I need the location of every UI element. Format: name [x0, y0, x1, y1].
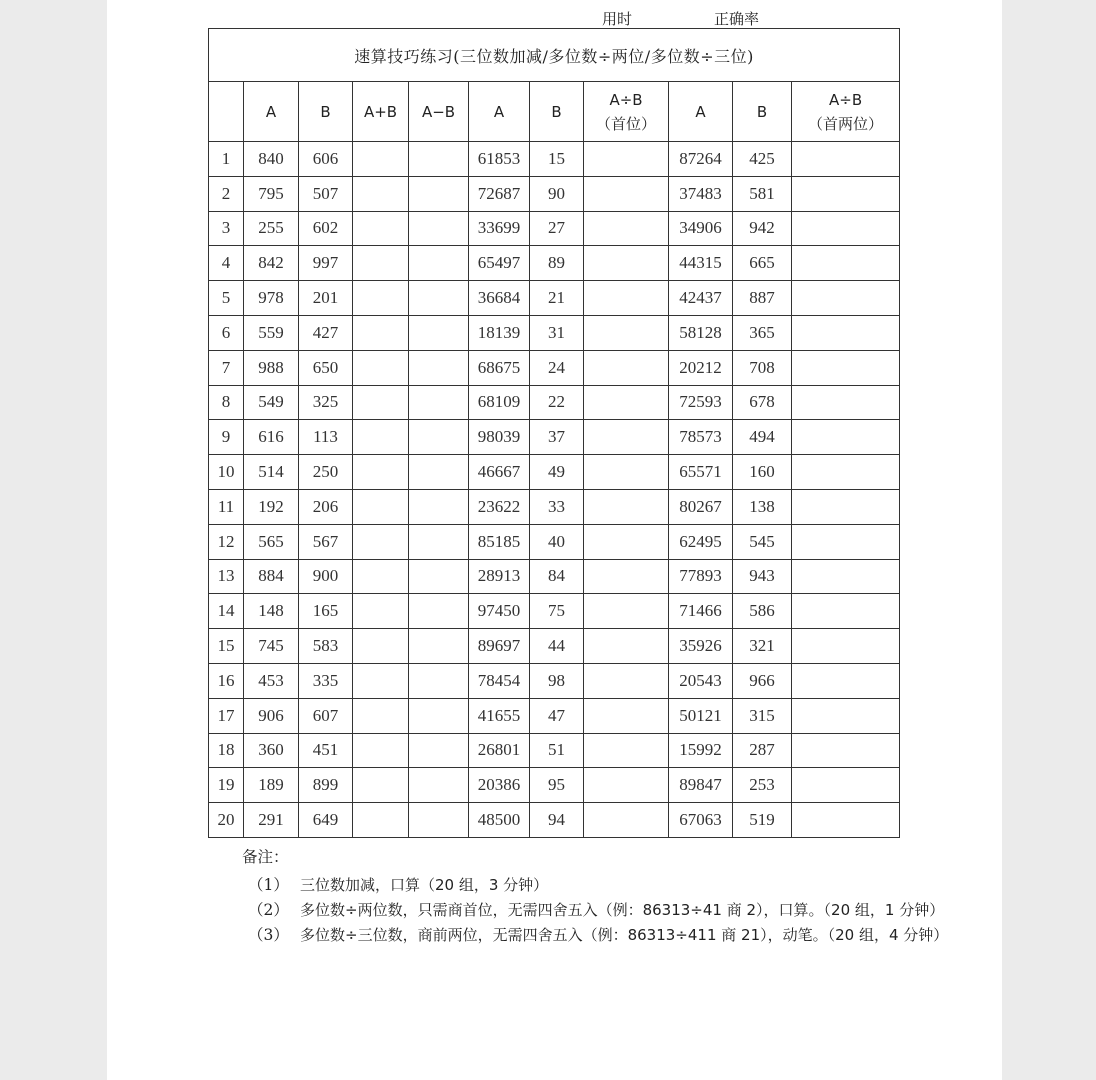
note-item	[248, 898, 945, 922]
notes-section	[242, 845, 949, 947]
answer-sum[interactable]	[353, 281, 409, 316]
cell-a3: 62495	[669, 524, 733, 559]
answer-diff[interactable]	[409, 489, 469, 524]
answer-div3[interactable]	[792, 455, 900, 490]
answer-div2[interactable]	[584, 281, 669, 316]
cell-a1: 148	[244, 594, 299, 629]
header-div3-sub: （首两位）	[808, 114, 884, 133]
answer-sum[interactable]	[353, 663, 409, 698]
answer-sum[interactable]	[353, 768, 409, 803]
cell-a3: 44315	[669, 246, 733, 281]
answer-div2[interactable]	[584, 385, 669, 420]
cell-a2: 72687	[469, 176, 530, 211]
answer-diff[interactable]	[409, 281, 469, 316]
answer-div3[interactable]	[792, 733, 900, 768]
cell-b3: 365	[733, 315, 792, 350]
cell-b3: 321	[733, 629, 792, 664]
cell-a2: 78454	[469, 663, 530, 698]
cell-a2: 36684	[469, 281, 530, 316]
row-number: 7	[209, 350, 244, 385]
answer-diff[interactable]	[409, 663, 469, 698]
cell-b3: 138	[733, 489, 792, 524]
cell-a3: 71466	[669, 594, 733, 629]
cell-b2: 84	[530, 559, 584, 594]
cell-a2: 85185	[469, 524, 530, 559]
answer-div3[interactable]	[792, 803, 900, 838]
answer-div2[interactable]	[584, 803, 669, 838]
answer-div2[interactable]	[584, 350, 669, 385]
cell-a1: 616	[244, 420, 299, 455]
header-diff: A−B	[409, 82, 469, 142]
row-number: 11	[209, 489, 244, 524]
cell-b3: 425	[733, 142, 792, 177]
note-number: （3）	[248, 926, 289, 944]
cell-a2: 68675	[469, 350, 530, 385]
cell-b1: 650	[299, 350, 353, 385]
cell-b1: 165	[299, 594, 353, 629]
cell-b2: 75	[530, 594, 584, 629]
cell-b1: 606	[299, 142, 353, 177]
row-number: 6	[209, 315, 244, 350]
answer-div2[interactable]	[584, 733, 669, 768]
answer-div3[interactable]	[792, 315, 900, 350]
row-number: 18	[209, 733, 244, 768]
cell-b2: 90	[530, 176, 584, 211]
cell-a2: 26801	[469, 733, 530, 768]
cell-a1: 255	[244, 211, 299, 246]
cell-b1: 427	[299, 315, 353, 350]
cell-b2: 44	[530, 629, 584, 664]
cell-a3: 72593	[669, 385, 733, 420]
table-row	[209, 281, 900, 316]
cell-b2: 95	[530, 768, 584, 803]
row-number: 3	[209, 211, 244, 246]
answer-div3[interactable]	[792, 559, 900, 594]
cell-a1: 842	[244, 246, 299, 281]
answer-sum[interactable]	[353, 350, 409, 385]
cell-b3: 943	[733, 559, 792, 594]
answer-sum[interactable]	[353, 315, 409, 350]
cell-a1: 565	[244, 524, 299, 559]
header-a1: A	[244, 82, 299, 142]
answer-sum[interactable]	[353, 176, 409, 211]
table-row	[209, 420, 900, 455]
accuracy-blank	[759, 14, 829, 29]
answer-div3[interactable]	[792, 385, 900, 420]
answer-sum[interactable]	[353, 142, 409, 177]
row-number: 1	[209, 142, 244, 177]
header-sum: A+B	[353, 82, 409, 142]
row-number: 14	[209, 594, 244, 629]
answer-sum[interactable]	[353, 698, 409, 733]
cell-b2: 31	[530, 315, 584, 350]
answer-sum[interactable]	[353, 594, 409, 629]
table-row	[209, 524, 900, 559]
header-b1: B	[299, 82, 353, 142]
notes-title: 备注：	[242, 848, 289, 866]
answer-sum[interactable]	[353, 629, 409, 664]
cell-b1: 567	[299, 524, 353, 559]
table-title: 速算技巧练习(三位数加减/多位数÷两位/多位数÷三位)	[209, 29, 900, 82]
answer-div3[interactable]	[792, 594, 900, 629]
row-number: 10	[209, 455, 244, 490]
answer-sum[interactable]	[353, 559, 409, 594]
answer-div2[interactable]	[584, 559, 669, 594]
answer-div3[interactable]	[792, 211, 900, 246]
table-row	[209, 455, 900, 490]
answer-sum[interactable]	[353, 385, 409, 420]
header-div2	[584, 82, 669, 142]
cell-a1: 189	[244, 768, 299, 803]
cell-a1: 988	[244, 350, 299, 385]
answer-div3[interactable]	[792, 629, 900, 664]
cell-b1: 649	[299, 803, 353, 838]
header-b2: B	[530, 82, 584, 142]
answer-div2[interactable]	[584, 629, 669, 664]
cell-a2: 48500	[469, 803, 530, 838]
cell-a1: 514	[244, 455, 299, 490]
cell-a2: 68109	[469, 385, 530, 420]
answer-diff[interactable]	[409, 524, 469, 559]
cell-b1: 451	[299, 733, 353, 768]
answer-div2[interactable]	[584, 211, 669, 246]
note-text: 三位数加减，口算（20 组，3 分钟）	[300, 876, 549, 894]
cell-a3: 58128	[669, 315, 733, 350]
cell-a3: 78573	[669, 420, 733, 455]
cell-a2: 28913	[469, 559, 530, 594]
table-row	[209, 142, 900, 177]
cell-b3: 315	[733, 698, 792, 733]
answer-div3[interactable]	[792, 420, 900, 455]
note-item	[248, 873, 942, 897]
answer-sum[interactable]	[353, 420, 409, 455]
cell-a2: 97450	[469, 594, 530, 629]
time-blank	[632, 14, 694, 29]
cell-a1: 795	[244, 176, 299, 211]
cell-a3: 77893	[669, 559, 733, 594]
table-row	[209, 315, 900, 350]
cell-b3: 708	[733, 350, 792, 385]
answer-diff[interactable]	[409, 559, 469, 594]
cell-a2: 33699	[469, 211, 530, 246]
cell-a3: 34906	[669, 211, 733, 246]
answer-diff[interactable]	[409, 211, 469, 246]
cell-b2: 47	[530, 698, 584, 733]
cell-a3: 80267	[669, 489, 733, 524]
cell-a2: 61853	[469, 142, 530, 177]
answer-diff[interactable]	[409, 733, 469, 768]
cell-b2: 27	[530, 211, 584, 246]
note-text: 多位数÷三位数，商前两位，无需四舍五入（例：86313÷411 商 21），动笔。（20 组，4 分钟）	[300, 926, 949, 944]
table-row	[209, 489, 900, 524]
table-row	[209, 559, 900, 594]
cell-a1: 453	[244, 663, 299, 698]
answer-div2[interactable]	[584, 176, 669, 211]
answer-div3[interactable]	[792, 176, 900, 211]
note-item	[248, 923, 949, 947]
table-row	[209, 803, 900, 838]
answer-diff[interactable]	[409, 698, 469, 733]
cell-b3: 581	[733, 176, 792, 211]
header-fields	[602, 8, 962, 29]
answer-diff[interactable]	[409, 420, 469, 455]
answer-div2[interactable]	[584, 142, 669, 177]
table-row	[209, 698, 900, 733]
cell-b1: 583	[299, 629, 353, 664]
answer-diff[interactable]	[409, 768, 469, 803]
cell-b3: 519	[733, 803, 792, 838]
answer-div2[interactable]	[584, 524, 669, 559]
cell-a2: 46667	[469, 455, 530, 490]
cell-a1: 549	[244, 385, 299, 420]
answer-div3[interactable]	[792, 768, 900, 803]
answer-diff[interactable]	[409, 803, 469, 838]
cell-b3: 253	[733, 768, 792, 803]
answer-sum[interactable]	[353, 524, 409, 559]
row-number: 19	[209, 768, 244, 803]
cell-b2: 49	[530, 455, 584, 490]
cell-b1: 997	[299, 246, 353, 281]
answer-div3[interactable]	[792, 663, 900, 698]
answer-diff[interactable]	[409, 315, 469, 350]
answer-div2[interactable]	[584, 315, 669, 350]
cell-b2: 51	[530, 733, 584, 768]
cell-b1: 325	[299, 385, 353, 420]
cell-a1: 745	[244, 629, 299, 664]
header-a2: A	[469, 82, 530, 142]
answer-div2[interactable]	[584, 768, 669, 803]
cell-a2: 41655	[469, 698, 530, 733]
answer-div2[interactable]	[584, 594, 669, 629]
accuracy-field	[714, 8, 829, 29]
row-number: 13	[209, 559, 244, 594]
table-row	[209, 211, 900, 246]
answer-div3[interactable]	[792, 489, 900, 524]
answer-sum[interactable]	[353, 803, 409, 838]
cell-a2: 20386	[469, 768, 530, 803]
cell-a3: 89847	[669, 768, 733, 803]
row-number: 15	[209, 629, 244, 664]
cell-b1: 900	[299, 559, 353, 594]
time-label: 用时	[602, 10, 633, 28]
cell-b2: 94	[530, 803, 584, 838]
cell-b3: 586	[733, 594, 792, 629]
cell-a3: 20543	[669, 663, 733, 698]
cell-a1: 360	[244, 733, 299, 768]
cell-b3: 966	[733, 663, 792, 698]
answer-div2[interactable]	[584, 455, 669, 490]
cell-b2: 22	[530, 385, 584, 420]
cell-a1: 192	[244, 489, 299, 524]
table-row	[209, 768, 900, 803]
table-row	[209, 176, 900, 211]
answer-sum[interactable]	[353, 246, 409, 281]
cell-b1: 250	[299, 455, 353, 490]
cell-a3: 37483	[669, 176, 733, 211]
cell-b1: 201	[299, 281, 353, 316]
header-div2-label: A÷B	[609, 90, 643, 109]
cell-b1: 899	[299, 768, 353, 803]
table-row	[209, 385, 900, 420]
cell-a2: 65497	[469, 246, 530, 281]
cell-a3: 87264	[669, 142, 733, 177]
cell-a3: 65571	[669, 455, 733, 490]
practice-table	[208, 28, 900, 838]
cell-b2: 24	[530, 350, 584, 385]
cell-a1: 559	[244, 315, 299, 350]
header-a3: A	[669, 82, 733, 142]
answer-diff[interactable]	[409, 176, 469, 211]
header-div3-label: A÷B	[829, 90, 863, 109]
cell-b3: 942	[733, 211, 792, 246]
header-div3	[792, 82, 900, 142]
answer-div2[interactable]	[584, 698, 669, 733]
cell-a1: 291	[244, 803, 299, 838]
answer-div3[interactable]	[792, 524, 900, 559]
answer-diff[interactable]	[409, 455, 469, 490]
row-number: 20	[209, 803, 244, 838]
cell-a3: 50121	[669, 698, 733, 733]
cell-b2: 37	[530, 420, 584, 455]
row-number: 8	[209, 385, 244, 420]
cell-a3: 42437	[669, 281, 733, 316]
answer-div3[interactable]	[792, 281, 900, 316]
header-div2-sub: （首位）	[595, 114, 656, 133]
cell-b2: 98	[530, 663, 584, 698]
answer-diff[interactable]	[409, 629, 469, 664]
cell-b1: 335	[299, 663, 353, 698]
cell-b3: 665	[733, 246, 792, 281]
row-number: 5	[209, 281, 244, 316]
cell-a3: 20212	[669, 350, 733, 385]
answer-div2[interactable]	[584, 489, 669, 524]
answer-div3[interactable]	[792, 698, 900, 733]
answer-sum[interactable]	[353, 455, 409, 490]
row-number: 4	[209, 246, 244, 281]
answer-diff[interactable]	[409, 350, 469, 385]
header-index	[209, 82, 244, 142]
cell-b2: 21	[530, 281, 584, 316]
cell-b2: 40	[530, 524, 584, 559]
table-row	[209, 594, 900, 629]
note-number: （1）	[248, 876, 289, 894]
answer-div2[interactable]	[584, 246, 669, 281]
cell-a1: 840	[244, 142, 299, 177]
table-row	[209, 629, 900, 664]
header-row	[209, 82, 900, 142]
cell-b1: 607	[299, 698, 353, 733]
row-number: 16	[209, 663, 244, 698]
cell-b2: 89	[530, 246, 584, 281]
answer-div2[interactable]	[584, 420, 669, 455]
answer-div2[interactable]	[584, 663, 669, 698]
answer-sum[interactable]	[353, 211, 409, 246]
cell-b2: 15	[530, 142, 584, 177]
accuracy-label: 正确率	[714, 10, 760, 28]
cell-a1: 978	[244, 281, 299, 316]
answer-diff[interactable]	[409, 246, 469, 281]
cell-a3: 15992	[669, 733, 733, 768]
cell-b3: 678	[733, 385, 792, 420]
answer-div3[interactable]	[792, 246, 900, 281]
cell-a2: 18139	[469, 315, 530, 350]
table-row	[209, 663, 900, 698]
table-row	[209, 350, 900, 385]
table-row	[209, 246, 900, 281]
time-field	[602, 8, 694, 29]
cell-b3: 494	[733, 420, 792, 455]
cell-a3: 35926	[669, 629, 733, 664]
worksheet-page	[107, 0, 1002, 1080]
cell-b2: 33	[530, 489, 584, 524]
cell-a2: 89697	[469, 629, 530, 664]
answer-div3[interactable]	[792, 350, 900, 385]
cell-b1: 507	[299, 176, 353, 211]
cell-b3: 887	[733, 281, 792, 316]
answer-div3[interactable]	[792, 142, 900, 177]
cell-b1: 206	[299, 489, 353, 524]
table-row	[209, 733, 900, 768]
row-number: 12	[209, 524, 244, 559]
cell-b1: 602	[299, 211, 353, 246]
cell-a2: 98039	[469, 420, 530, 455]
cell-a3: 67063	[669, 803, 733, 838]
cell-b3: 545	[733, 524, 792, 559]
cell-b3: 287	[733, 733, 792, 768]
cell-a1: 884	[244, 559, 299, 594]
cell-b3: 160	[733, 455, 792, 490]
row-number: 9	[209, 420, 244, 455]
cell-a2: 23622	[469, 489, 530, 524]
header-b3: B	[733, 82, 792, 142]
cell-a1: 906	[244, 698, 299, 733]
row-number: 2	[209, 176, 244, 211]
answer-diff[interactable]	[409, 594, 469, 629]
answer-sum[interactable]	[353, 489, 409, 524]
answer-sum[interactable]	[353, 733, 409, 768]
row-number: 17	[209, 698, 244, 733]
answer-diff[interactable]	[409, 142, 469, 177]
note-number: （2）	[248, 901, 289, 919]
note-text: 多位数÷两位数，只需商首位，无需四舍五入（例：86313÷41 商 2），口算。（20 组，1 分钟）	[300, 901, 945, 919]
cell-b1: 113	[299, 420, 353, 455]
answer-diff[interactable]	[409, 385, 469, 420]
